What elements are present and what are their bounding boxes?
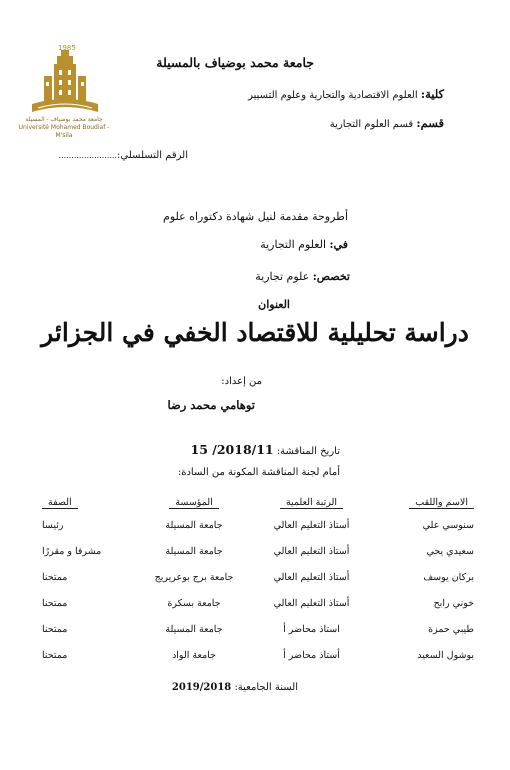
jury-institution: جامعة المسيلة bbox=[165, 519, 223, 531]
logo-year: 1985 bbox=[58, 44, 76, 52]
department-line bbox=[330, 116, 444, 130]
faculty-label: كلية: bbox=[420, 87, 444, 101]
serial-dots: ....................... bbox=[58, 151, 118, 160]
jury-institution: جامعة برج بوعريريج bbox=[154, 571, 234, 583]
logo-caption-fr: Université Mohamed Boudiaf - M'sila bbox=[18, 124, 110, 139]
logo-caption bbox=[14, 116, 114, 140]
university-logo-icon bbox=[24, 42, 106, 120]
jury-table bbox=[42, 497, 474, 668]
defense-label: تاريخ المناقشة: bbox=[276, 446, 340, 457]
thesis-title: دراسة تحليلية للاقتصاد الخفي في الجزائر bbox=[41, 318, 469, 347]
table-row bbox=[42, 616, 474, 642]
jury-status: ممتحنا bbox=[42, 597, 68, 609]
jury-header-rank: الرتبة العلمية bbox=[254, 497, 369, 512]
university-name: جامعة محمد بوضياف بالمسيلة bbox=[156, 55, 314, 70]
jury-name: بوشول السعيد bbox=[417, 649, 474, 661]
specialty-label: تخصص: bbox=[312, 270, 350, 283]
jury-header-status: الصفة bbox=[42, 497, 134, 512]
jury-rank: أستاذ التعليم العالي bbox=[273, 519, 350, 531]
academic-year-label: السنة الجامعية: bbox=[234, 682, 298, 693]
jury-name: خوني رابح bbox=[433, 597, 474, 609]
table-row bbox=[42, 538, 474, 564]
jury-rank: أستاذ التعليم العالي bbox=[273, 545, 350, 557]
field-value: العلوم التجارية bbox=[260, 238, 326, 251]
department-label: قسم: bbox=[416, 116, 444, 130]
jury-rank: استاذ محاضر أ bbox=[283, 623, 340, 635]
serial-label: الرقم التسلسلي: bbox=[117, 150, 188, 161]
committee-intro: أمام لجنة المناقشة المكونة من السادة: bbox=[177, 467, 340, 478]
jury-header-name: الاسم واللقب bbox=[369, 497, 474, 512]
jury-name: بركان يوسف bbox=[423, 571, 474, 583]
jury-status: مشرفا و مقررًا bbox=[42, 545, 102, 557]
author-name: توهامي محمد رضا bbox=[167, 398, 255, 412]
academic-year-line bbox=[172, 682, 298, 693]
jury-rank: أستاذ محاضر أ bbox=[283, 649, 340, 661]
table-row bbox=[42, 564, 474, 590]
prepared-by-label: من إعداد: bbox=[221, 376, 262, 387]
specialty-value: علوم تجارية bbox=[255, 270, 310, 283]
table-row bbox=[42, 590, 474, 616]
jury-rank: أستاذ التعليم العالي bbox=[273, 597, 350, 609]
defense-line bbox=[191, 442, 340, 457]
jury-institution: جامعة المسيلة bbox=[165, 623, 223, 635]
jury-institution: جامعة الواد bbox=[172, 649, 216, 661]
faculty-line bbox=[248, 87, 444, 101]
field-label: في: bbox=[329, 238, 348, 251]
jury-rank: أستاذ التعليم العالي bbox=[273, 571, 350, 583]
jury-institution: جامعة المسيلة bbox=[165, 545, 223, 557]
logo-caption-ar: جامعة محمد بوضياف - المسيلة bbox=[25, 116, 103, 123]
table-row bbox=[42, 512, 474, 538]
jury-status: ممتحنا bbox=[42, 649, 68, 661]
specialty-line bbox=[255, 270, 350, 283]
jury-status: ممتحنا bbox=[42, 571, 68, 583]
department-value: قسم العلوم التجارية bbox=[329, 119, 414, 130]
jury-header-row bbox=[42, 497, 474, 512]
title-label: العنوان bbox=[258, 298, 290, 311]
defense-date: 15 /2018/11 bbox=[190, 442, 274, 457]
field-line bbox=[260, 238, 348, 251]
jury-institution: جامعة بسكرة bbox=[167, 597, 221, 609]
serial-line bbox=[59, 150, 188, 161]
jury-status: ممتحنا bbox=[42, 623, 68, 635]
jury-header-institution: المؤسسة bbox=[134, 497, 254, 512]
jury-status: رئيسا bbox=[42, 519, 64, 531]
jury-name: طيبي حمزة bbox=[428, 623, 474, 635]
table-row bbox=[42, 642, 474, 668]
jury-name: سنوسي علي bbox=[422, 519, 474, 531]
thesis-intro: أطروحة مقدمة لنيل شهادة دكتوراه علوم bbox=[163, 210, 348, 223]
faculty-value: العلوم الاقتصادية والتجارية وعلوم التسيير bbox=[248, 90, 418, 101]
academic-year-value: 2019/2018 bbox=[171, 682, 232, 693]
jury-name: سعيدي يحي bbox=[426, 545, 474, 557]
